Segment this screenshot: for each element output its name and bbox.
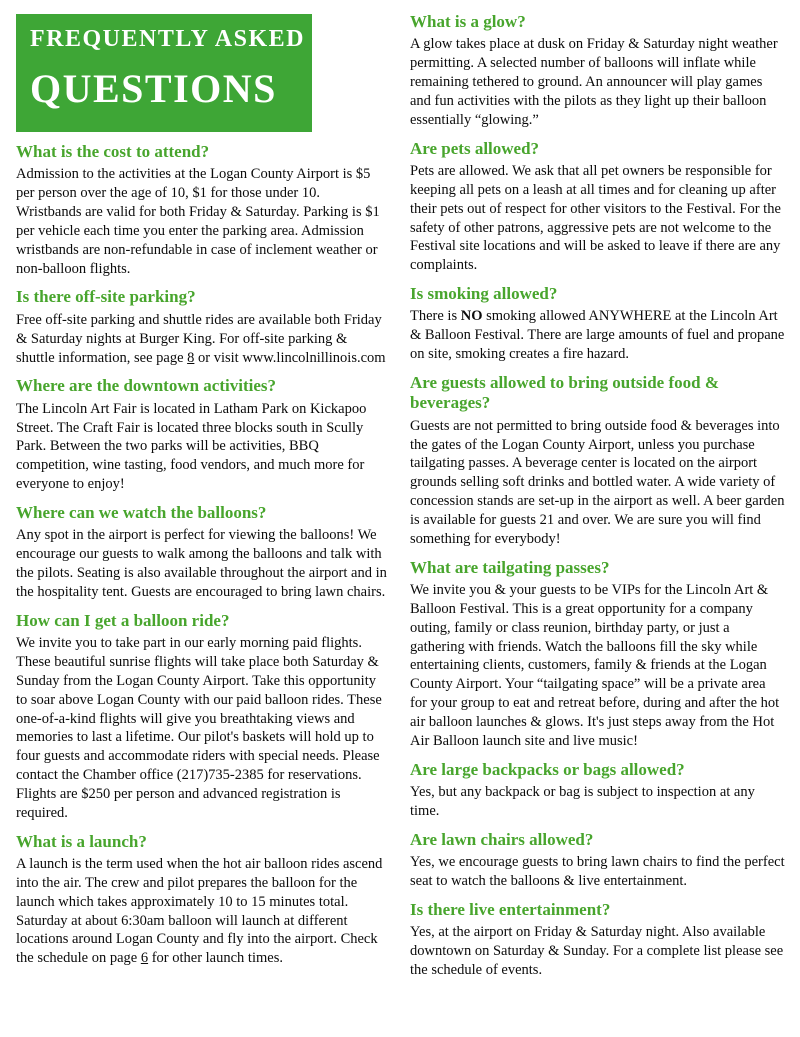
page-title-line2: QUESTIONS <box>30 66 277 111</box>
faq-question-tailgating: What are tailgating passes? <box>410 557 610 577</box>
faq-section-offsite-parking <box>16 287 388 367</box>
faq-answer-live-entertainment: Yes, at the airport on Friday & Saturday night. Also available downtown on Saturday & Sunday. For a complete list please see the schedule of events. <box>410 924 784 978</box>
page-title-block <box>16 14 312 132</box>
faq-section-tailgating <box>410 558 786 751</box>
faq-answer-text: Free off-site parking and shuttle rides are available both Friday & Saturday nights at Burger King. For off-site parking & shuttle information, see page <box>16 311 382 366</box>
faq-question-offsite-parking: Is there off-site parking? <box>16 287 196 307</box>
page-title-line1: FREQUENTLY ASKED <box>30 26 305 52</box>
faq-question-outside-food: Are guests allowed to bring outside food & beverages? <box>410 372 719 413</box>
faq-section-live-entertainment <box>410 900 786 980</box>
faq-answer-text: There is <box>410 308 461 325</box>
faq-section-smoking <box>410 284 786 364</box>
faq-section-watch-balloons <box>16 503 388 602</box>
faq-answer-watch-balloons: Any spot in the airport is perfect for viewing the balloons! We encourage our guests to walk among the balloons and talk with the pilots. Seating is also available throughout the airport and in the hospitality tent. Guests are encouraged to bring lawn chairs. <box>16 527 387 600</box>
faq-question-live-entertainment: Is there live entertainment? <box>410 899 611 919</box>
faq-answer-lawn-chairs: Yes, we encourage guests to bring lawn chairs to find the perfect seat to watch the balloons & live entertainment. <box>410 854 785 889</box>
faq-question-smoking: Is smoking allowed? <box>410 284 558 304</box>
faq-question-watch-balloons: Where can we watch the balloons? <box>16 502 267 522</box>
faq-answer-balloon-ride: We invite you to take part in our early morning paid flights. These beautiful sunrise flights will take place both Saturday & Sunday from the Logan County Airport. Take this opportunity to soar above Logan County with our paid balloon rides. These one-of-a-kind flights will give you breathtaking views and memories to last a lifetime. Our pilot's baskets will hold up to four guests and accommodate riders with special needs. Please contact the Chamber office (217)735-2385 for reservations. Flights are $250 per person and advanced registration is required. <box>16 635 382 821</box>
faq-section-backpacks <box>410 760 786 821</box>
faq-answer-tailgating: We invite you & your guests to be VIPs for the Lincoln Art & Balloon Festival. This is a great opportunity for a company outing, family or class reunion, birthday party, or just a gathering with friends. Watch the balloons fill the sky while entertaining clients, customers, family & friends at the Logan County Airport. Your “tailgating space” will be a private area for your group to eat and retreat before, during and after the hot air balloon launches & glows. It's just steps away from the Hot Air Balloon launch site and live music! <box>410 582 780 749</box>
faq-section-outside-food <box>410 373 786 549</box>
faq-question-lawn-chairs: Are lawn chairs allowed? <box>410 829 594 849</box>
faq-answer-text: A launch is the term used when the hot air balloon rides ascend into the air. The crew and pilot prepares the balloon for the launch which takes approximately 10 to 15 minutes total. Saturday at about 6:30am balloon will launch at different locations around Logan County and fly into the airport. Check the schedule on page <box>16 855 383 967</box>
faq-answer-text: or visit <box>194 349 243 366</box>
right-column <box>410 10 786 980</box>
faq-section-pets <box>410 139 786 275</box>
faq-answer-glow: A glow takes place at dusk on Friday & Saturday night weather permitting. A selected number of balloons will inflate while remaining tethered to ground. An announcer will play games and fun activities with the pilots as they light up their balloon essentially “glowing.” <box>410 36 778 128</box>
faq-question-glow: What is a glow? <box>410 12 526 31</box>
no-smoking-emphasis: NO <box>460 308 483 325</box>
faq-section-downtown-activities <box>16 376 388 494</box>
faq-section-launch <box>16 832 388 968</box>
faq-question-cost: What is the cost to attend? <box>16 142 210 161</box>
faq-question-downtown-activities: Where are the downtown activities? <box>16 376 277 396</box>
faq-question-pets: Are pets allowed? <box>410 138 540 158</box>
website-url: www.lincolnillinois.com <box>242 349 386 366</box>
faq-answer-offsite-parking <box>16 311 388 368</box>
faq-section-glow <box>410 12 786 130</box>
faq-answer-pets: Pets are allowed. We ask that all pet owners be responsible for keeping all pets on a leash at all times and for cleaning up after their pets out of respect for other visitors to the Festival. For the safety of other patrons, aggressive pets are not welcome to the Festival site locations and will be asked to leave if there are any complaints. <box>410 163 781 274</box>
faq-answer-text: for other launch times. <box>148 950 283 967</box>
faq-answer-downtown-activities: The Lincoln Art Fair is located in Latham Park on Kickapoo Street. The Craft Fair is located three blocks south in Scully Park. Between the two parks will be activities, BBQ competition, wine tasting, food vendors, and much more for everyone to enjoy! <box>16 400 367 493</box>
faq-question-balloon-ride: How can I get a balloon ride? <box>16 610 230 630</box>
page-number-ref: 6 <box>140 950 149 967</box>
left-column <box>16 10 388 980</box>
faq-section-cost <box>16 142 388 278</box>
page-number-ref: 8 <box>187 349 195 366</box>
faq-answer-launch <box>16 855 388 968</box>
faq-section-balloon-ride <box>16 611 388 823</box>
faq-section-lawn-chairs <box>410 830 786 891</box>
faq-question-launch: What is a launch? <box>16 831 147 851</box>
faq-answer-smoking <box>410 307 786 364</box>
faq-answer-backpacks: Yes, but any backpack or bag is subject to inspection at any time. <box>410 784 755 819</box>
faq-answer-cost: Admission to the activities at the Logan County Airport is $5 per person over the age of 10, $1 for those under 10. Wristbands are valid for both Friday & Saturday. Parking is $1 per vehicle each time you enter the parking area. Admission wristbands are non-refundable in case of inclement weather or non-balloon flights. <box>16 166 380 277</box>
faq-question-backpacks: Are large backpacks or bags allowed? <box>410 759 685 779</box>
faq-answer-outside-food: Guests are not permitted to bring outside food & beverages into the gates of the Logan County Airport, unless you purchase tailgating passes. A beverage center is located on the airport grounds selling soft drinks and bottled water. A wide variety of concession stands are set-up in the airport as well. A beer garden is available for guests 21 and over. We are sure you will find something for everybody! <box>410 417 785 547</box>
faq-answer-text: smoking allowed ANYWHERE at the Lincoln Art & Balloon Festival. There are large amounts of fuel and propane on site, smoking creates a fire hazard. <box>410 308 785 363</box>
